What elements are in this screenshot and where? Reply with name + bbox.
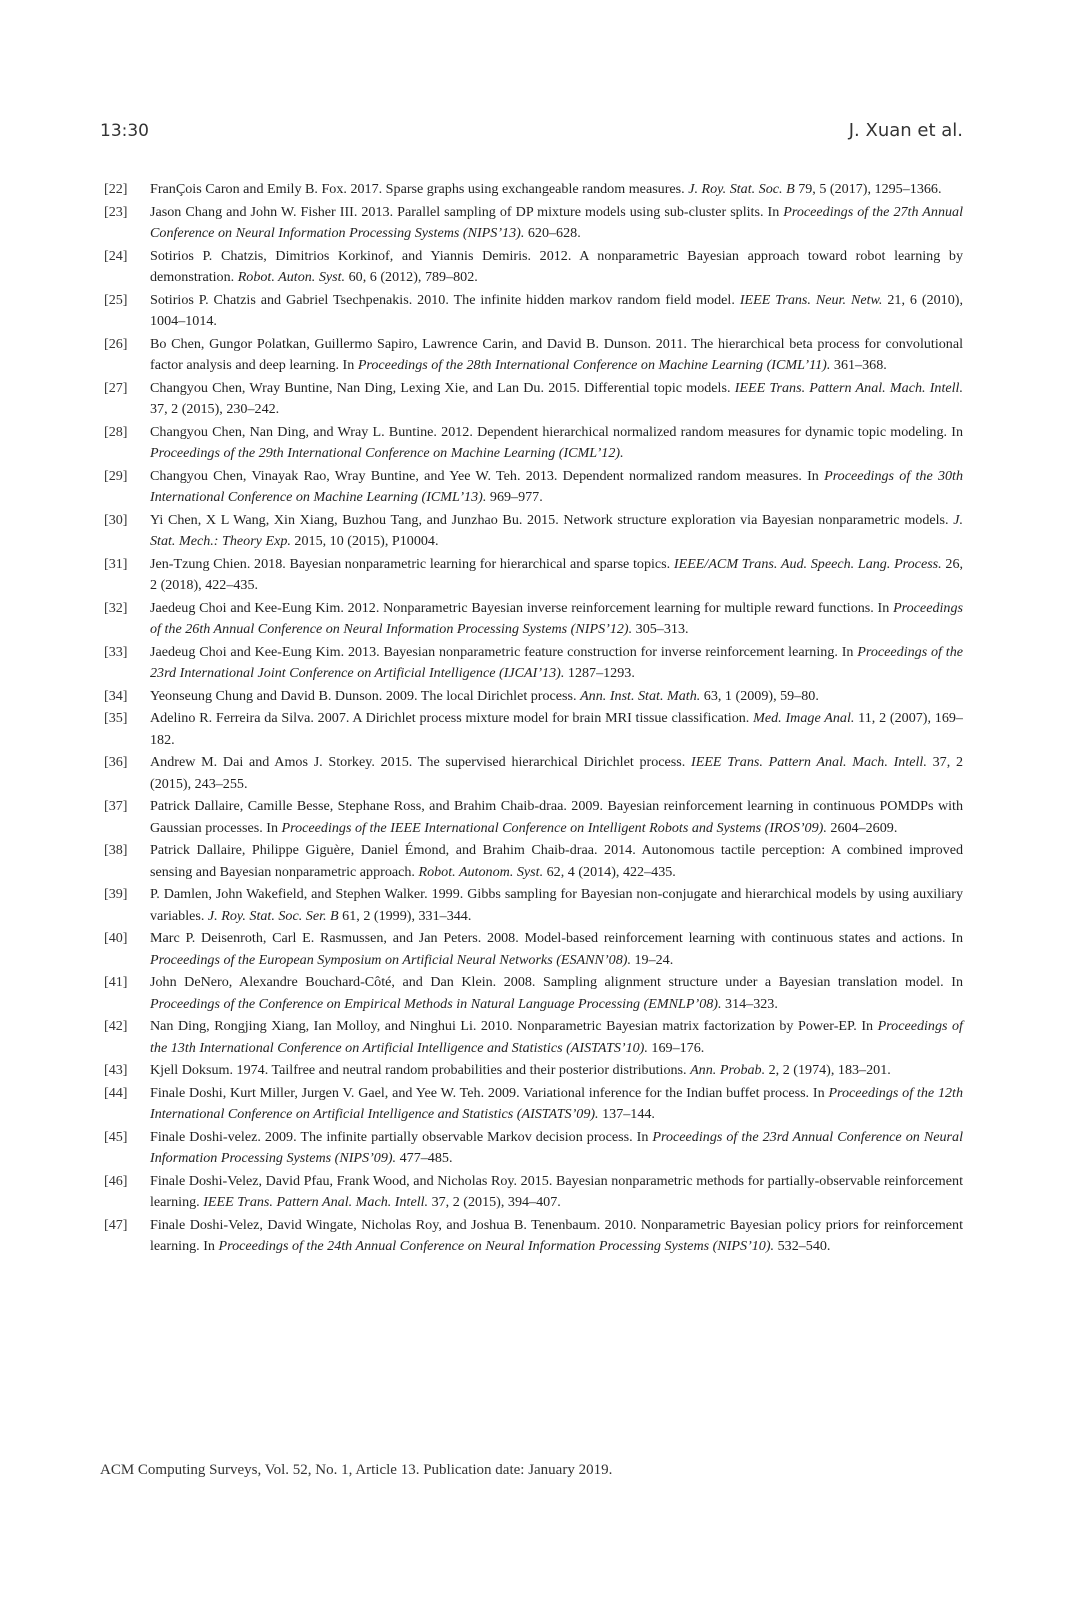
reference-details: 63, 1 (2009), 59–80.: [700, 687, 819, 704]
reference-text: [150, 598, 963, 641]
reference-number: [22]: [104, 181, 128, 197]
reference-venue: Robot. Auton. Syst.: [237, 269, 346, 285]
reference-text: [150, 422, 963, 465]
reference-text: [150, 1215, 963, 1258]
reference-number: [38]: [104, 842, 128, 859]
reference-number: [27]: [104, 379, 128, 396]
reference-authors-title: Jason Chang and John W. Fisher III. 2013. Parallel sampling of DP mixture models using sub-cluster splits. In: [150, 203, 784, 220]
reference-details: 61, 2 (1999), 331–344.: [338, 907, 472, 924]
reference-text: [150, 796, 963, 839]
reference-details: 305–313.: [632, 621, 689, 637]
reference-authors-title: Adelino R. Ferreira da Silva. 2007. A Dirichlet process mixture model for brain MRI tissue classification.: [150, 710, 754, 727]
reference-text: [150, 466, 963, 509]
reference-venue: J. Roy. Stat. Soc. Ser. B: [207, 907, 339, 924]
reference-number: [39]: [104, 886, 128, 903]
reference-venue: Proceedings of the 23rd International Joint Conference on Artificial Intelligence (IJCAI’13).: [150, 643, 964, 681]
reference-number: [33]: [104, 643, 128, 660]
reference-venue: IEEE Trans. Pattern Anal. Mach. Intell.: [691, 754, 927, 771]
reference-number: [25]: [104, 291, 128, 308]
reference-authors-title: Marc P. Deisenroth, Carl E. Rasmussen, and Jan Peters. 2008. Model-based reinforcement learning with continuous states and actions. In: [150, 930, 963, 947]
reference-number: [23]: [104, 203, 128, 220]
reference-text: [150, 378, 963, 421]
reference-text: [150, 752, 963, 795]
reference-authors-title: Bo Chen, Gungor Polatkan, Guillermo Sapiro, Lawrence Carin, and David B. Dunson. 2011. The hierarchical beta process for convolutional factor analysis and deep learning. In: [150, 335, 963, 373]
reference-authors-title: FranÇois Caron and Emily B. Fox. 2017. Sparse graphs using exchangeable random measures.: [150, 181, 689, 197]
reference-item: [104, 1171, 963, 1214]
reference-venue: IEEE/ACM Trans. Aud. Speech. Lang. Process.: [673, 555, 942, 572]
reference-authors-title: Jen-Tzung Chien. 2018. Bayesian nonparametric learning for hierarchical and sparse topics.: [150, 555, 674, 572]
reference-authors-title: Changyou Chen, Nan Ding, and Wray L. Buntine. 2012. Dependent hierarchical normalized random measures for dynamic topic modeling. In: [150, 423, 963, 440]
reference-venue: Proceedings of the 12th International Conference on Artificial Intelligence and Statistics (AISTATS’09).: [150, 1084, 964, 1123]
running-authors: J. Xuan et al.: [848, 120, 963, 141]
reference-venue: Proceedings of the 23rd Annual Conference on Neural Information Processing Systems (NIPS’09).: [150, 1128, 964, 1167]
reference-details: 2, 2 (1974), 183–201.: [765, 1062, 891, 1079]
reference-authors-title: Finale Doshi, Kurt Miller, Jurgen V. Gael, and Yee W. Teh. 2009. Variational inference for the Indian buffet process. In: [150, 1084, 829, 1101]
reference-text: [150, 686, 963, 707]
reference-item: [104, 422, 963, 465]
reference-number: [31]: [104, 555, 128, 572]
reference-authors-title: Jaedeug Choi and Kee-Eung Kim. 2013. Bayesian nonparametric feature construction for inverse reinforcement learning. In: [150, 643, 858, 660]
reference-number: [37]: [104, 798, 128, 815]
reference-details: 37, 2 (2015), 394–407.: [428, 1194, 561, 1211]
reference-venue: Proceedings of the Conference on Empirical Methods in Natural Language Processing (EMNLP’08).: [150, 995, 722, 1012]
reference-text: [150, 928, 963, 971]
reference-details: 137–144.: [598, 1106, 655, 1123]
reference-list: [104, 179, 963, 1259]
reference-details: 21, 6 (2010), 1004–1014.: [150, 291, 963, 329]
reference-details: 2604–2609.: [826, 819, 898, 836]
reference-number: [40]: [104, 930, 128, 947]
reference-number: [32]: [104, 599, 128, 616]
reference-item: [104, 1060, 963, 1081]
reference-item: [104, 642, 963, 685]
reference-venue: Proceedings of the 28th International Conference on Machine Learning (ICML’11).: [357, 357, 831, 373]
reference-authors-title: Sotirios P. Chatzis, Dimitrios Korkinof, and Yiannis Demiris. 2012. A nonparametric Bayesian approach toward robot learning by demonstration.: [150, 247, 963, 285]
reference-authors-title: Kjell Doksum. 1974. Tailfree and neutral random probabilities and their posterior distributions.: [150, 1062, 691, 1079]
reference-item: [104, 840, 963, 883]
reference-details: 19–24.: [630, 951, 674, 968]
reference-text: [150, 1016, 963, 1059]
reference-details: 62, 4 (2014), 422–435.: [543, 863, 676, 880]
reference-details: 37, 2 (2015), 230–242.: [150, 401, 280, 417]
reference-venue: J. Roy. Stat. Soc. B: [688, 181, 795, 197]
reference-number: [29]: [104, 467, 128, 484]
reference-item: [104, 1016, 963, 1059]
reference-details: 169–176.: [647, 1039, 705, 1056]
reference-authors-title: Patrick Dallaire, Philippe Giguère, Daniel Émond, and Brahim Chaib-draa. 2014. Autonomous tactile perception: A combined improved sensing and Bayesian nonparametric approach.: [150, 842, 963, 880]
reference-venue: J. Stat. Mech.: Theory Exp.: [150, 511, 963, 549]
reference-details: 2015, 10 (2015), P10004.: [290, 533, 439, 549]
reference-item: [104, 686, 963, 707]
reference-authors-title: Finale Doshi-Velez, David Pfau, Frank Wood, and Nicholas Roy. 2015. Bayesian nonparametric methods for partially-observable reinforcement learning.: [150, 1172, 963, 1211]
reference-venue: Proceedings of the IEEE International Conference on Intelligent Robots and Systems (IROS’09).: [281, 819, 827, 836]
reference-item: [104, 1215, 963, 1258]
reference-text: [150, 246, 963, 289]
reference-item: [104, 972, 963, 1015]
reference-venue: Proceedings of the 26th Annual Conference on Neural Information Processing Systems (NIPS’12).: [150, 599, 963, 637]
reference-number: [47]: [104, 1216, 128, 1233]
reference-number: [35]: [104, 710, 128, 727]
reference-item: [104, 290, 963, 333]
reference-authors-title: Finale Doshi-Velez, David Wingate, Nicholas Roy, and Joshua B. Tenenbaum. 2010. Nonparametric Bayesian policy priors for reinforcement learning. In: [150, 1216, 963, 1255]
reference-authors-title: Yi Chen, X L Wang, Xin Xiang, Buzhou Tang, and Junzhao Bu. 2015. Network structure exploration via Bayesian nonparametric models.: [150, 511, 954, 528]
reference-text: [150, 202, 963, 245]
reference-details: 37, 2 (2015), 243–255.: [150, 754, 963, 792]
reference-venue: Ann. Inst. Stat. Math.: [580, 687, 701, 704]
reference-text: [150, 708, 963, 751]
reference-text: [150, 1083, 963, 1126]
reference-number: [24]: [104, 247, 128, 264]
reference-authors-title: Sotirios P. Chatzis and Gabriel Tsechpenakis. 2010. The infinite hidden markov random field model.: [150, 291, 740, 308]
reference-item: [104, 334, 963, 377]
reference-text: [150, 1171, 963, 1214]
reference-text: [150, 972, 963, 1015]
reference-item: [104, 796, 963, 839]
reference-item: [104, 752, 963, 795]
reference-details: 532–540.: [774, 1238, 831, 1255]
page-footer: ACM Computing Surveys, Vol. 52, No. 1, Article 13. Publication date: January 2019.: [100, 1462, 613, 1478]
reference-venue: Proceedings of the 29th International Conference on Machine Learning (ICML’12).: [150, 445, 624, 461]
reference-number: [36]: [104, 754, 128, 771]
page-label: 13:30: [100, 121, 149, 141]
reference-authors-title: John DeNero, Alexandre Bouchard-Côté, and Dan Klein. 2008. Sampling alignment structure under a Bayesian translation model. In: [150, 974, 963, 991]
reference-authors-title: Nan Ding, Rongjing Xiang, Ian Molloy, and Ninghui Li. 2010. Nonparametric Bayesian matrix factorization by Power-EP. In: [150, 1018, 878, 1035]
reference-item: [104, 246, 963, 289]
reference-item: [104, 708, 963, 751]
reference-authors-title: P. Damlen, John Wakefield, and Stephen Walker. 1999. Gibbs sampling for Bayesian non-conjugate and hierarchical models by using auxiliary variables.: [150, 886, 963, 924]
reference-item: [104, 1083, 963, 1126]
reference-item: [104, 378, 963, 421]
reference-venue: IEEE Trans. Neur. Netw.: [739, 291, 883, 308]
reference-text: [150, 884, 963, 927]
reference-number: [43]: [104, 1062, 128, 1079]
reference-details: 969–977.: [486, 489, 543, 505]
reference-venue: Robot. Autonom. Syst.: [418, 863, 544, 880]
reference-item: [104, 510, 963, 553]
reference-venue: Proceedings of the 24th Annual Conference on Neural Information Processing Systems (NIPS’10).: [218, 1238, 775, 1255]
reference-details: 477–485.: [396, 1150, 453, 1167]
reference-authors-title: Jaedeug Choi and Kee-Eung Kim. 2012. Nonparametric Bayesian inverse reinforcement learning for multiple reward functions. In: [150, 599, 894, 616]
reference-authors-title: Andrew M. Dai and Amos J. Storkey. 2015. The supervised hierarchical Dirichlet process.: [150, 754, 692, 771]
reference-authors-title: Changyou Chen, Vinayak Rao, Wray Buntine, and Yee W. Teh. 2013. Dependent normalized random measures. In: [150, 467, 825, 484]
reference-item: [104, 554, 963, 597]
reference-text: [150, 1127, 963, 1170]
reference-details: 26, 2 (2018), 422–435.: [150, 555, 964, 593]
reference-venue: Proceedings of the 27th Annual Conference on Neural Information Processing Systems (NIPS’13).: [150, 203, 963, 241]
reference-authors-title: Changyou Chen, Wray Buntine, Nan Ding, Lexing Xie, and Lan Du. 2015. Differential topic models.: [150, 379, 735, 396]
reference-details: 79, 5 (2017), 1295–1366.: [794, 181, 942, 197]
reference-text: [150, 290, 963, 333]
reference-text: [150, 179, 963, 200]
reference-venue: Med. Image Anal.: [753, 710, 855, 727]
reference-venue: IEEE Trans. Pattern Anal. Mach. Intell.: [203, 1194, 429, 1211]
reference-number: [45]: [104, 1128, 128, 1145]
reference-item: [104, 466, 963, 509]
reference-venue: Proceedings of the European Symposium on Artificial Neural Networks (ESANN’08).: [150, 951, 631, 968]
reference-number: [26]: [104, 335, 128, 352]
reference-item: [104, 179, 963, 200]
reference-venue: Proceedings of the 13th International Conference on Artificial Intelligence and Statistics (AISTATS’10).: [150, 1018, 963, 1056]
reference-text: [150, 334, 963, 377]
reference-authors-title: Finale Doshi-velez. 2009. The infinite partially observable Markov decision process. In: [150, 1128, 653, 1145]
reference-number: [44]: [104, 1084, 128, 1101]
reference-details: 60, 6 (2012), 789–802.: [345, 269, 478, 285]
reference-item: [104, 928, 963, 971]
reference-number: [34]: [104, 687, 128, 704]
reference-details: 1287–1293.: [564, 665, 635, 681]
running-head: [100, 120, 963, 141]
reference-details: 11, 2 (2007), 169–182.: [150, 710, 963, 748]
reference-authors-title: Patrick Dallaire, Camille Besse, Stephane Ross, and Brahim Chaib-draa. 2009. Bayesian reinforcement learning in continuous POMDPs with Gaussian processes. In: [150, 798, 963, 836]
reference-venue: IEEE Trans. Pattern Anal. Mach. Intell.: [734, 379, 963, 396]
reference-number: [41]: [104, 974, 128, 991]
reference-item: [104, 884, 963, 927]
reference-text: [150, 510, 963, 553]
reference-number: [46]: [104, 1172, 128, 1189]
reference-text: [150, 840, 963, 883]
reference-text: [150, 554, 963, 597]
reference-number: [30]: [104, 511, 128, 528]
reference-details: 620–628.: [524, 225, 581, 241]
reference-item: [104, 1127, 963, 1170]
reference-text: [150, 1060, 963, 1081]
reference-venue: Proceedings of the 30th International Conference on Machine Learning (ICML’13).: [150, 467, 964, 505]
reference-text: [150, 642, 963, 685]
reference-venue: Ann. Probab.: [690, 1062, 766, 1079]
reference-details: 314–323.: [721, 995, 778, 1012]
reference-item: [104, 202, 963, 245]
reference-authors-title: Yeonseung Chung and David B. Dunson. 2009. The local Dirichlet process.: [150, 687, 581, 704]
reference-item: [104, 598, 963, 641]
reference-number: [42]: [104, 1018, 128, 1035]
reference-details: 361–368.: [830, 357, 887, 373]
reference-number: [28]: [104, 423, 128, 440]
